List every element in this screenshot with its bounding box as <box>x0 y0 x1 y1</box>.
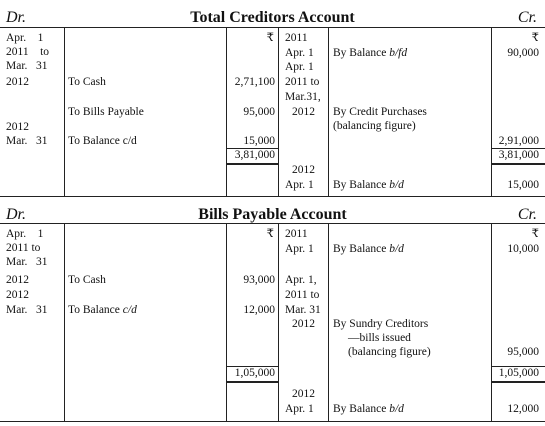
account-header <box>0 9 545 25</box>
debit-side-label: Dr. <box>6 206 27 223</box>
column-divider <box>328 27 329 196</box>
date-cell: 2012 <box>6 289 29 301</box>
total-amount: 3,81,000 <box>234 149 275 161</box>
total-amount: 3,81,000 <box>498 149 539 161</box>
particulars-cell: To Cash <box>68 274 106 286</box>
amount-cell: 2,91,000 <box>498 135 539 147</box>
bottom-rule <box>0 196 545 197</box>
particulars-cell: (balancing figure) <box>333 120 416 132</box>
column-divider <box>64 223 65 421</box>
date-cell: Apr. 1 <box>285 179 314 191</box>
particulars-cell: To Cash <box>68 76 106 88</box>
amount-cell: 10,000 <box>507 243 539 255</box>
total-underline <box>492 382 545 383</box>
ledger-table <box>0 27 545 196</box>
currency-symbol: ₹ <box>266 228 274 240</box>
date-cell: Mar. 31 <box>6 304 48 316</box>
debit-side-label: Dr. <box>6 9 27 26</box>
date-cell: 2011 to <box>285 76 320 88</box>
particulars-cell: By Balance b/fd <box>333 47 408 59</box>
date-cell: 2012 <box>6 121 29 133</box>
total-underline <box>492 164 545 165</box>
date-cell: Mar. 31 <box>6 135 48 147</box>
credit-side-label: Cr. <box>517 9 537 26</box>
amount-cell: 95,000 <box>243 106 275 118</box>
date-cell: 2011 to <box>285 289 320 301</box>
amount-cell: 93,000 <box>243 274 275 286</box>
date-cell: Apr. 1 <box>285 403 314 415</box>
date-cell: Apr. 1 <box>6 32 44 44</box>
date-cell: Mar. 31 <box>6 256 48 268</box>
date-cell: Apr. 1 <box>285 61 314 73</box>
particulars-cell: To Bills Payable <box>68 106 144 118</box>
date-cell: 2012 <box>292 318 315 330</box>
column-divider <box>278 223 279 421</box>
ledger-table <box>0 223 545 421</box>
particulars-cell: By Credit Purchases <box>333 106 427 118</box>
column-divider <box>328 223 329 421</box>
account-title: Total Creditors Account <box>190 9 355 26</box>
date-cell: 2012 <box>292 106 315 118</box>
total-amount: 1,05,000 <box>234 367 275 379</box>
particulars-cell: (balancing figure) <box>348 346 431 358</box>
particulars-cell: By Balance b/d <box>333 243 404 255</box>
date-cell: 2011 to <box>6 46 50 58</box>
date-cell: 2012 <box>6 76 29 88</box>
account-title: Bills Payable Account <box>198 206 347 223</box>
date-cell: Apr. 1 <box>285 243 314 255</box>
currency-symbol: ₹ <box>531 228 539 240</box>
date-cell: 2012 <box>292 388 315 400</box>
currency-symbol: ₹ <box>531 32 539 44</box>
column-divider <box>64 27 65 196</box>
particulars-cell: By Balance b/d <box>333 179 404 191</box>
date-cell: Mar. 31 <box>6 60 48 72</box>
date-cell: 2012 <box>6 274 29 286</box>
column-divider <box>226 223 227 421</box>
date-cell: Apr. 1 <box>285 47 314 59</box>
date-cell: 2011 <box>285 32 308 44</box>
date-cell: Mar.31, <box>285 91 321 103</box>
date-cell: Mar. 31 <box>285 304 321 316</box>
credit-side-label: Cr. <box>517 206 537 223</box>
particulars-cell: By Balance b/d <box>333 403 404 415</box>
particulars-cell: —bills issued <box>348 332 411 344</box>
total-amount: 1,05,000 <box>498 367 539 379</box>
column-divider <box>278 27 279 196</box>
total-underline <box>227 382 278 383</box>
particulars-cell: By Sundry Creditors <box>333 318 429 330</box>
date-cell: 2011 <box>285 228 308 240</box>
amount-cell: 12,000 <box>243 304 275 316</box>
particulars-cell: To Balance c/d <box>68 304 137 316</box>
date-cell: Apr. 1 <box>6 228 44 240</box>
currency-symbol: ₹ <box>266 32 274 44</box>
date-cell: 2011 to <box>6 242 41 254</box>
date-cell: Apr. 1, <box>285 274 317 286</box>
amount-cell: 90,000 <box>507 47 539 59</box>
date-cell: 2012 <box>292 164 315 176</box>
amount-cell: 15,000 <box>243 135 275 147</box>
total-underline <box>227 164 278 165</box>
amount-cell: 15,000 <box>507 179 539 191</box>
amount-cell: 2,71,100 <box>234 76 275 88</box>
particulars-cell: To Balance c/d <box>68 135 137 147</box>
bottom-rule <box>0 421 545 422</box>
account-header <box>0 206 545 222</box>
amount-cell: 12,000 <box>507 403 539 415</box>
amount-cell: 95,000 <box>507 346 539 358</box>
